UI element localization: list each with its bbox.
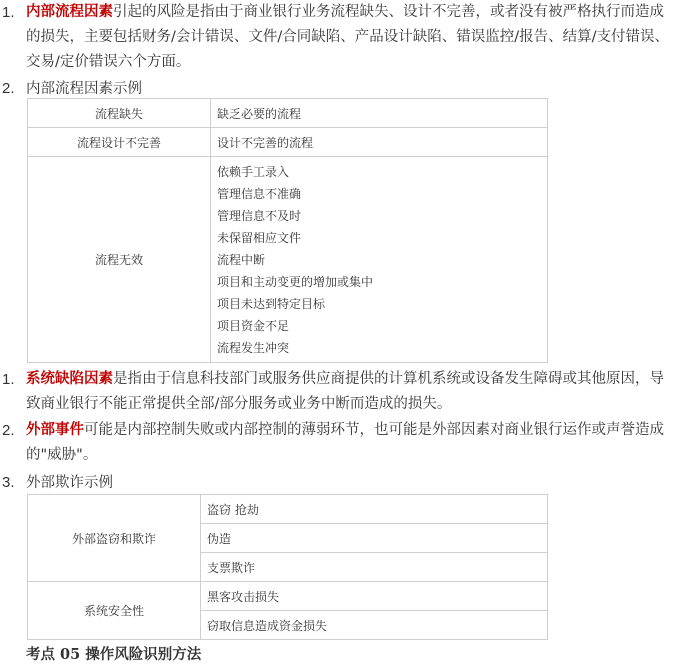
table-row (28, 495, 548, 524)
highlight-term: 内部流程因素 (26, 4, 113, 20)
table-row (28, 99, 548, 128)
paragraph-text: 是指由于信息科技部门或服务供应商提供的计算机系统或设备发生障碍或其他原因，导致商业银行不能正常提供全部/部分服务或业务中断而造成的损失。 (26, 371, 664, 412)
list-entry: 流程中断 (217, 252, 266, 267)
subheading: 内部流程因素示例 (26, 81, 142, 97)
table-cell-list (211, 157, 548, 363)
paragraph-text: 可能是内部控制失败或内部控制的薄弱环节，也可能是外部因素对商业银行运作或声誉造成的"威胁"。 (26, 422, 664, 463)
value-list (217, 161, 541, 359)
list-item (0, 367, 678, 417)
table-row (28, 157, 548, 363)
list-number: 1. (2, 4, 15, 21)
list-number: 1. (2, 371, 15, 388)
table-cell-label: 系统安全性 (28, 582, 201, 640)
list-entry: 管理信息不准确 (217, 186, 302, 201)
paragraph-text: 引起的风险是指由于商业银行业务流程缺失、设计不完善，或者没有被严格执行而造成的损失，主要包括财务/会计错误、文件/合同缺陷、产品设计缺陷、错误监控/报告、结算/支付错误、交易/定价错误六个方面。 (26, 4, 670, 70)
section-heading: 考点 05 操作风险识别方法 (26, 646, 202, 663)
list-entry: 依赖手工录入 (217, 164, 290, 179)
external-fraud-table (27, 494, 548, 640)
table-cell-label: 外部盗窃和欺诈 (28, 495, 201, 582)
list-number: 2. (2, 422, 15, 439)
table-cell-value: 盗窃 抢劫 (201, 495, 548, 524)
table-cell-value: 缺乏必要的流程 (211, 99, 548, 128)
highlight-term: 外部事件 (26, 422, 84, 438)
list-entry: 流程发生冲突 (217, 340, 290, 355)
paragraph (26, 367, 676, 417)
highlight-term: 系统缺陷因素 (26, 371, 113, 387)
table-cell-label: 流程无效 (28, 157, 211, 363)
list-item (0, 0, 678, 75)
list-entry: 项目未达到特定目标 (217, 296, 326, 311)
table-cell-value: 支票欺诈 (201, 553, 548, 582)
list-entry: 项目和主动变更的增加或集中 (217, 274, 374, 289)
table-cell-value: 设计不完善的流程 (211, 128, 548, 157)
list-number: 3. (2, 474, 15, 491)
list-entry: 项目资金不足 (217, 318, 290, 333)
table-cell-label: 流程设计不完善 (28, 128, 211, 157)
list-entry: 管理信息不及时 (217, 208, 302, 223)
table-row (28, 582, 548, 611)
list-item (0, 418, 678, 468)
list-entry: 未保留相应文件 (217, 230, 302, 245)
table-cell-value: 伪造 (201, 524, 548, 553)
table-row (28, 128, 548, 157)
subheading: 外部欺诈示例 (26, 475, 113, 491)
paragraph (26, 418, 676, 468)
process-factors-table (27, 98, 548, 363)
table-cell-label: 流程缺失 (28, 99, 211, 128)
table-cell-value: 窃取信息造成资金损失 (201, 611, 548, 640)
list-number: 2. (2, 80, 15, 97)
paragraph (26, 0, 676, 75)
table-cell-value: 黑客攻击损失 (201, 582, 548, 611)
list-item (0, 470, 678, 496)
